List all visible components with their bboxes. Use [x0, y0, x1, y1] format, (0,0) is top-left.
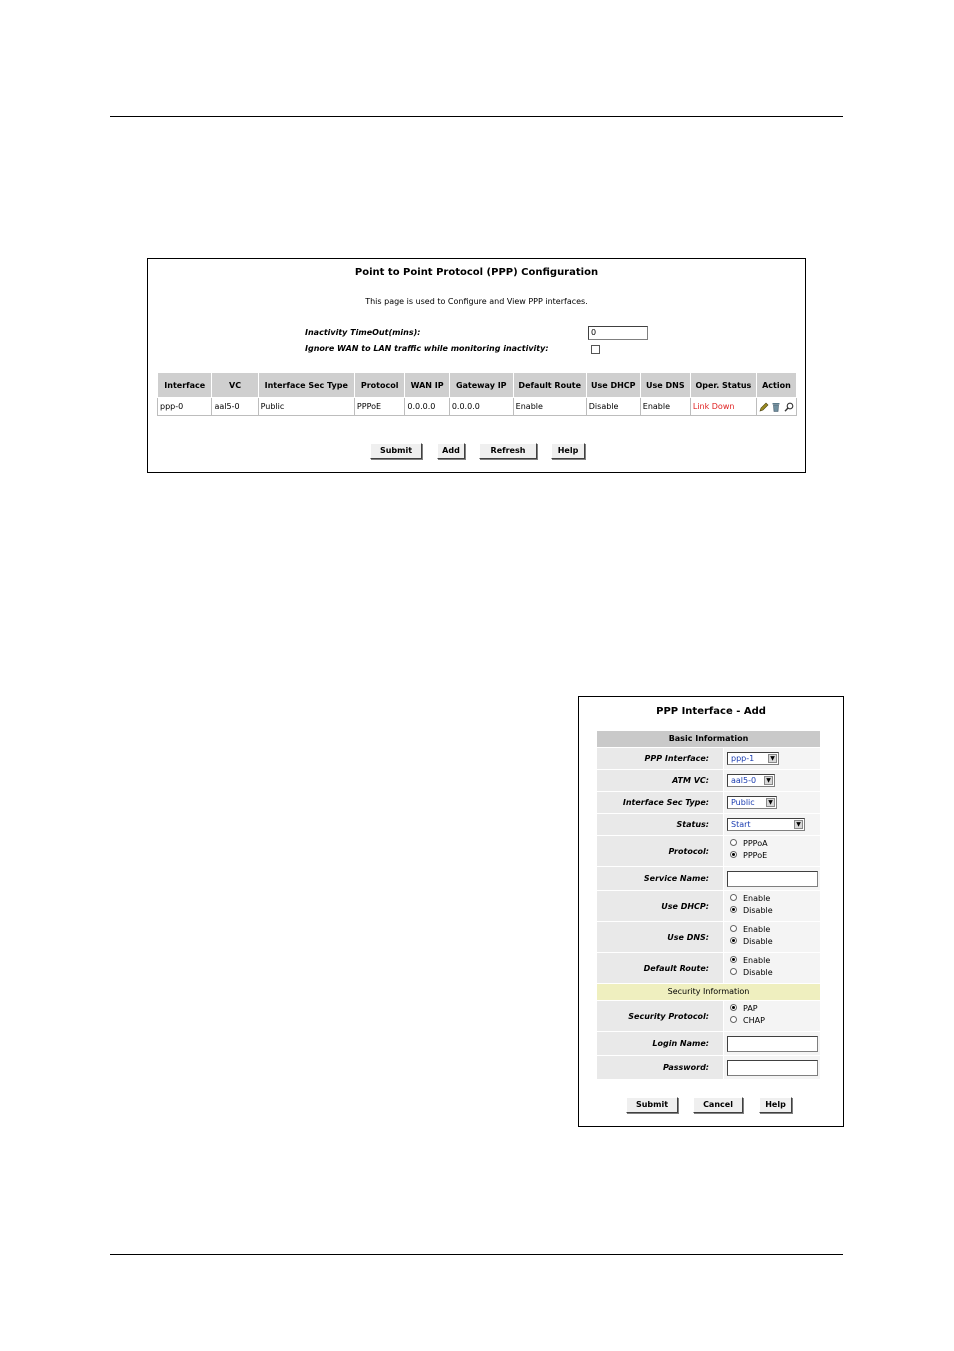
- ppp-config-panel: [147, 258, 806, 473]
- pppoa-label: PPPoA: [743, 839, 768, 848]
- security-protocol-label: Security Protocol:: [597, 1001, 723, 1032]
- ppp-interface-value-cell: [724, 748, 820, 770]
- default-route-value-cell: [724, 953, 820, 984]
- security-protocol-value-cell: [724, 1001, 820, 1032]
- ignore-wan-checkbox[interactable]: [591, 345, 600, 354]
- edit-icon[interactable]: [759, 402, 769, 412]
- cell-use-dns: Enable: [640, 398, 690, 416]
- col-wan-ip: WAN IP: [405, 373, 449, 398]
- login-name-input[interactable]: [727, 1036, 818, 1052]
- radio-pppoe[interactable]: [730, 851, 737, 858]
- add-help-button[interactable]: Help: [759, 1097, 792, 1113]
- sec-type-select[interactable]: [727, 796, 777, 809]
- protocol-option-pppoe[interactable]: [730, 851, 767, 861]
- service-name-value-cell: [724, 867, 820, 891]
- bottom-rule: [110, 1254, 843, 1255]
- col-gateway-ip: Gateway IP: [449, 373, 513, 398]
- basic-info-header: Basic Information: [597, 731, 820, 747]
- cell-use-dhcp: Disable: [586, 398, 640, 416]
- cell-vc: aal5-0: [212, 398, 258, 416]
- chap-label: CHAP: [743, 1016, 765, 1025]
- row-service-name: [597, 867, 820, 891]
- inactivity-timeout-input[interactable]: 0: [588, 326, 648, 340]
- submit-button[interactable]: Submit: [370, 443, 422, 459]
- atm-vc-label: ATM VC:: [597, 770, 723, 792]
- row-use-dhcp: [597, 891, 820, 922]
- row-sec-type: [597, 792, 820, 814]
- chevron-down-icon: ▼: [768, 754, 777, 763]
- pppoe-label: PPPoE: [743, 851, 768, 860]
- radio-dhcp-disable[interactable]: [730, 906, 737, 913]
- chevron-down-icon: ▼: [766, 798, 775, 807]
- route-enable-label: Enable: [743, 956, 771, 965]
- dns-option-enable[interactable]: [730, 925, 770, 935]
- radio-pap[interactable]: [730, 1004, 737, 1011]
- col-interface: Interface: [158, 373, 212, 398]
- use-dhcp-value-cell: [724, 891, 820, 922]
- refresh-button[interactable]: Refresh: [479, 443, 537, 459]
- ppp-interface-add-panel: [578, 696, 844, 1127]
- row-protocol: [597, 836, 820, 867]
- atm-vc-selected: aal5-0: [731, 776, 757, 785]
- row-status: [597, 814, 820, 836]
- row-security-protocol: [597, 1001, 820, 1032]
- col-default-route: Default Route: [513, 373, 586, 398]
- use-dns-label: Use DNS:: [597, 922, 723, 953]
- trash-icon[interactable]: [771, 402, 781, 412]
- default-route-label: Default Route:: [597, 953, 723, 984]
- row-login-name: [597, 1032, 820, 1056]
- dhcp-disable-label: Disable: [743, 906, 773, 915]
- col-use-dns: Use DNS: [640, 373, 690, 398]
- security-info-header: Security Information: [597, 984, 820, 1000]
- dns-option-disable[interactable]: [730, 937, 773, 947]
- page-description: This page is used to Configure and View PPP interfaces.: [365, 297, 588, 306]
- chevron-down-icon: ▼: [794, 820, 803, 829]
- row-use-dns: [597, 922, 820, 953]
- status-value-cell: [724, 814, 820, 836]
- chevron-down-icon: ▼: [764, 776, 773, 785]
- radio-route-enable[interactable]: [730, 956, 737, 963]
- dhcp-option-enable[interactable]: [730, 894, 770, 904]
- ppp-interface-label: PPP Interface:: [597, 748, 723, 770]
- route-option-enable[interactable]: [730, 956, 770, 966]
- radio-route-disable[interactable]: [730, 968, 737, 975]
- dhcp-option-disable[interactable]: [730, 906, 773, 916]
- ignore-wan-label: Ignore WAN to LAN traffic while monitoring inactivity:: [305, 344, 549, 353]
- col-action: Action: [756, 373, 796, 398]
- service-name-label: Service Name:: [597, 867, 723, 891]
- table-row: [158, 398, 797, 416]
- login-name-label: Login Name:: [597, 1032, 723, 1056]
- add-button[interactable]: Add: [437, 443, 465, 459]
- radio-pppoa[interactable]: [730, 839, 737, 846]
- cancel-button[interactable]: Cancel: [693, 1097, 743, 1113]
- col-sec-type: Interface Sec Type: [258, 373, 354, 398]
- table-header-row: [158, 373, 797, 398]
- row-default-route: [597, 953, 820, 984]
- use-dhcp-label: Use DHCP:: [597, 891, 723, 922]
- ppp-interface-select[interactable]: [727, 752, 779, 765]
- password-input[interactable]: [727, 1060, 818, 1076]
- page-title: Point to Point Protocol (PPP) Configuration: [354, 267, 599, 278]
- col-use-dhcp: Use DHCP: [586, 373, 640, 398]
- cell-action: [756, 398, 796, 416]
- login-name-value-cell: [724, 1032, 820, 1056]
- radio-dns-disable[interactable]: [730, 937, 737, 944]
- radio-dns-enable[interactable]: [730, 925, 737, 932]
- dns-disable-label: Disable: [743, 937, 773, 946]
- row-atm-vc: [597, 770, 820, 792]
- top-rule: [110, 116, 843, 117]
- status-select[interactable]: [727, 818, 805, 831]
- sec-type-label: Interface Sec Type:: [597, 792, 723, 814]
- inactivity-timeout-label: Inactivity TimeOut(mins):: [305, 328, 421, 337]
- dhcp-enable-label: Enable: [743, 894, 771, 903]
- route-option-disable[interactable]: [730, 968, 773, 978]
- add-form: [597, 731, 820, 1080]
- row-password: [597, 1056, 820, 1080]
- pap-label: PAP: [743, 1004, 758, 1013]
- password-value-cell: [724, 1056, 820, 1080]
- help-button[interactable]: Help: [551, 443, 585, 459]
- use-dns-value-cell: [724, 922, 820, 953]
- cell-sec-type: Public: [258, 398, 354, 416]
- protocol-value-cell: [724, 836, 820, 867]
- sec-option-pap[interactable]: [730, 1004, 758, 1014]
- col-protocol: Protocol: [354, 373, 404, 398]
- protocol-option-pppoa[interactable]: [730, 839, 768, 849]
- cell-gateway-ip: 0.0.0.0: [449, 398, 513, 416]
- password-label: Password:: [597, 1056, 723, 1080]
- radio-dhcp-enable[interactable]: [730, 894, 737, 901]
- atm-vc-value-cell: [724, 770, 820, 792]
- cell-protocol: PPPoE: [354, 398, 404, 416]
- status-label: Status:: [597, 814, 723, 836]
- cell-default-route: Enable: [513, 398, 586, 416]
- interfaces-table: [157, 372, 797, 416]
- row-ppp-interface: [597, 748, 820, 770]
- sec-type-value-cell: [724, 792, 820, 814]
- cell-interface: ppp-0: [158, 398, 212, 416]
- cell-wan-ip: 0.0.0.0: [405, 398, 449, 416]
- magnifier-icon[interactable]: [784, 402, 794, 412]
- ppp-interface-selected: ppp-1: [731, 754, 755, 763]
- col-oper-status: Oper. Status: [690, 373, 756, 398]
- protocol-label: Protocol:: [597, 836, 723, 867]
- dns-enable-label: Enable: [743, 925, 771, 934]
- cell-oper-status: Link Down: [690, 398, 756, 416]
- service-name-input[interactable]: [727, 871, 818, 887]
- col-vc: VC: [212, 373, 258, 398]
- radio-chap[interactable]: [730, 1016, 737, 1023]
- route-disable-label: Disable: [743, 968, 773, 977]
- add-panel-title: PPP Interface - Add: [656, 706, 766, 717]
- status-selected: Start: [731, 820, 751, 829]
- add-submit-button[interactable]: Submit: [626, 1097, 678, 1113]
- atm-vc-select[interactable]: [727, 774, 775, 787]
- sec-option-chap[interactable]: [730, 1016, 765, 1026]
- sec-type-selected: Public: [731, 798, 755, 807]
